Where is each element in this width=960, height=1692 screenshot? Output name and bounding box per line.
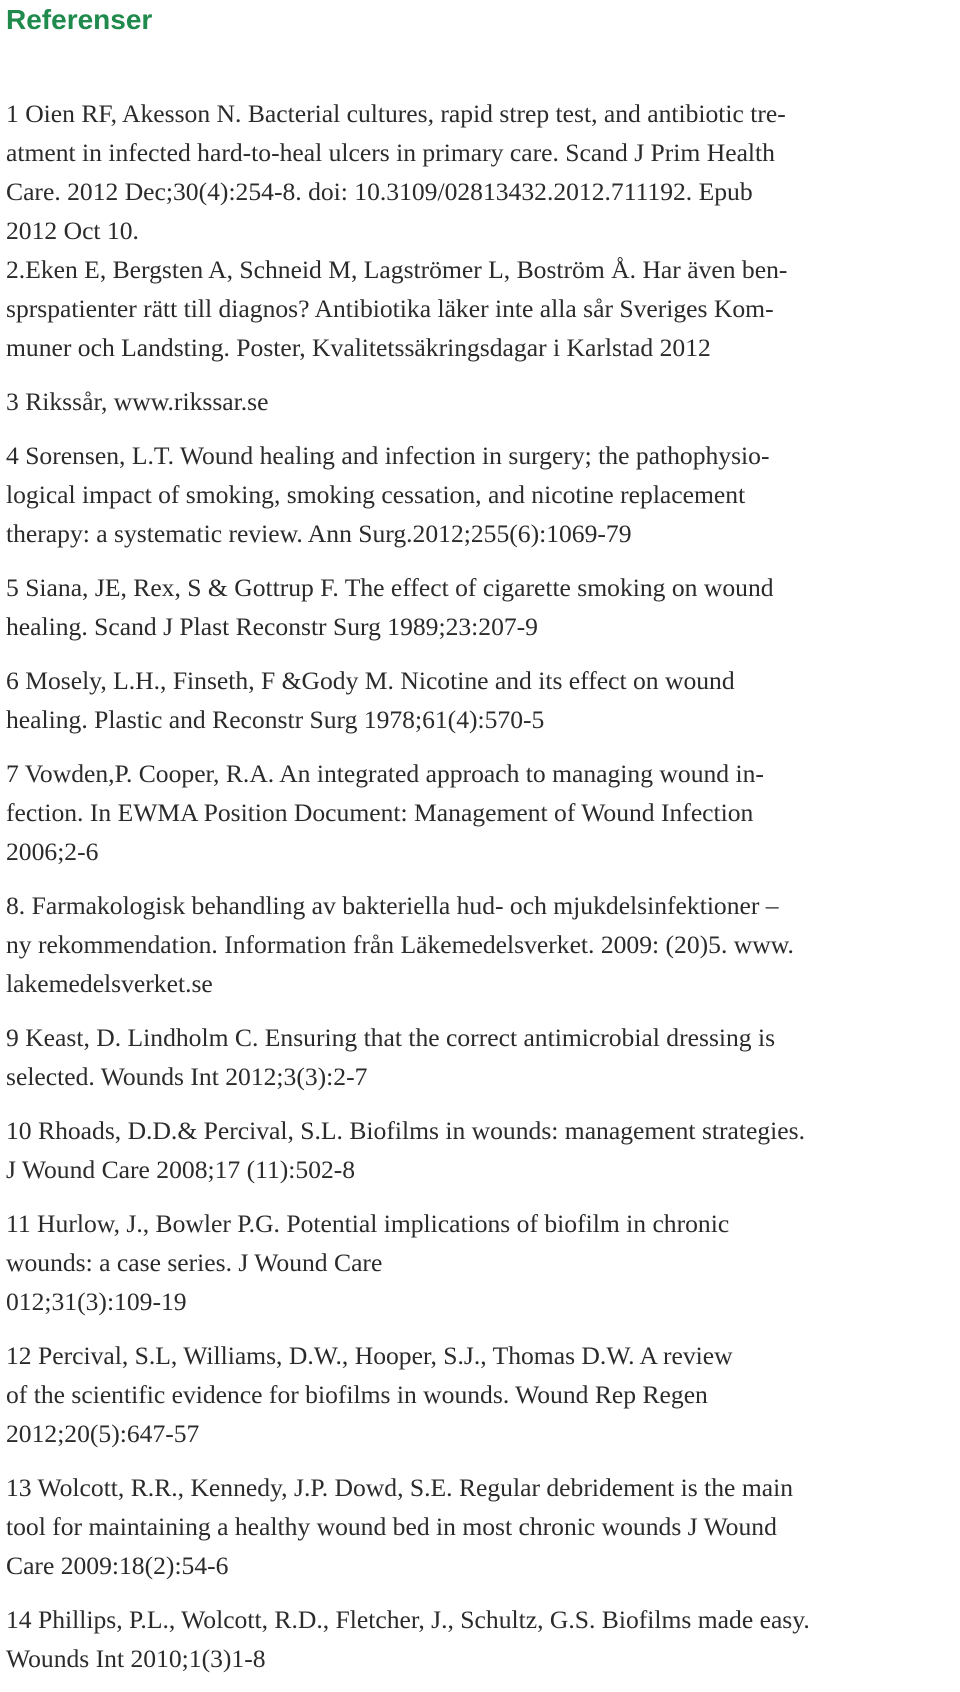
reference-list (6, 94, 954, 1678)
reference-item-10: 10 Rhoads, D.D.& Percival, S.L. Biofilms in wounds: management strategies. J Wound Care 2008;17 (11):502-8 (6, 1116, 805, 1184)
reference-item-6: 6 Mosely, L.H., Finseth, F &Gody M. Nicotine and its effect on wound healing. Plastic and Reconstr Surg 1978;61(4):570-5 (6, 666, 735, 734)
reference-item-13: 13 Wolcott, R.R., Kennedy, J.P. Dowd, S.E. Regular debridement is the main tool for maintaining a healthy wound bed in most chronic wounds J Wound Care 2009:18(2):54-6 (6, 1473, 793, 1580)
reference-item-12: 12 Percival, S.L, Williams, D.W., Hooper, S.J., Thomas D.W. A review of the scientific evidence for biofilms in wounds. Wound Rep Regen 2012;20(5):647-57 (6, 1341, 733, 1448)
reference-item-9: 9 Keast, D. Lindholm C. Ensuring that the correct antimicrobial dressing is selected. Wounds Int 2012;3(3):2-7 (6, 1023, 776, 1091)
reference-item-3: 3 Rikssår, www.rikssar.se (6, 387, 269, 416)
reference-item-11: 11 Hurlow, J., Bowler P.G. Potential implications of biofilm in chronic wounds: a case series. J Wound Care 012;31(3):109-19 (6, 1209, 730, 1316)
reference-item-4: 4 Sorensen, L.T. Wound healing and infection in surgery; the pathophysio- logical impact of smoking, smoking cessation, and nicotine replacement therapy: a systematic review. Ann Surg.2012;255(6):1069-79 (6, 441, 770, 548)
reference-item-8: 8. Farmakologisk behandling av bakteriella hud- och mjukdelsinfektioner – ny rekommendation. Information från Läkemedelsverket. 2009: (20)5. www. lakemedelsverket.se (6, 891, 794, 998)
page-title: Referenser (6, 4, 153, 35)
reference-item-7: 7 Vowden,P. Cooper, R.A. An integrated approach to managing wound in- fection. In EWMA Position Document: Management of Wound Infection 2006;2-6 (6, 759, 764, 866)
reference-item-1-2: 1 Oien RF, Akesson N. Bacterial cultures, rapid strep test, and antibiotic tre- atment in infected hard-to-heal ulcers in primary care. Scand J Prim Health Care. 2012 Dec;30(4):254-8. doi: 10.3109/02813432.2012.711192. Epub 2012 Oct 10. 2.Eken E, Bergsten A, Schneid M, Lagströmer L, Boström Å. Har även ben- sprspatienter rätt till diagnos? Antibiotika läker inte alla sår Sveriges Kom- muner och Landsting. Poster, Kvalitetssäkringsdagar i Karlstad 2012 (6, 99, 788, 362)
reference-item-14: 14 Phillips, P.L., Wolcott, R.D., Fletcher, J., Schultz, G.S. Biofilms made easy. Wounds Int 2010;1(3)1-8 (6, 1605, 810, 1673)
reference-item-5: 5 Siana, JE, Rex, S & Gottrup F. The effect of cigarette smoking on wound healing. Scand J Plast Reconstr Surg 1989;23:207-9 (6, 573, 774, 641)
